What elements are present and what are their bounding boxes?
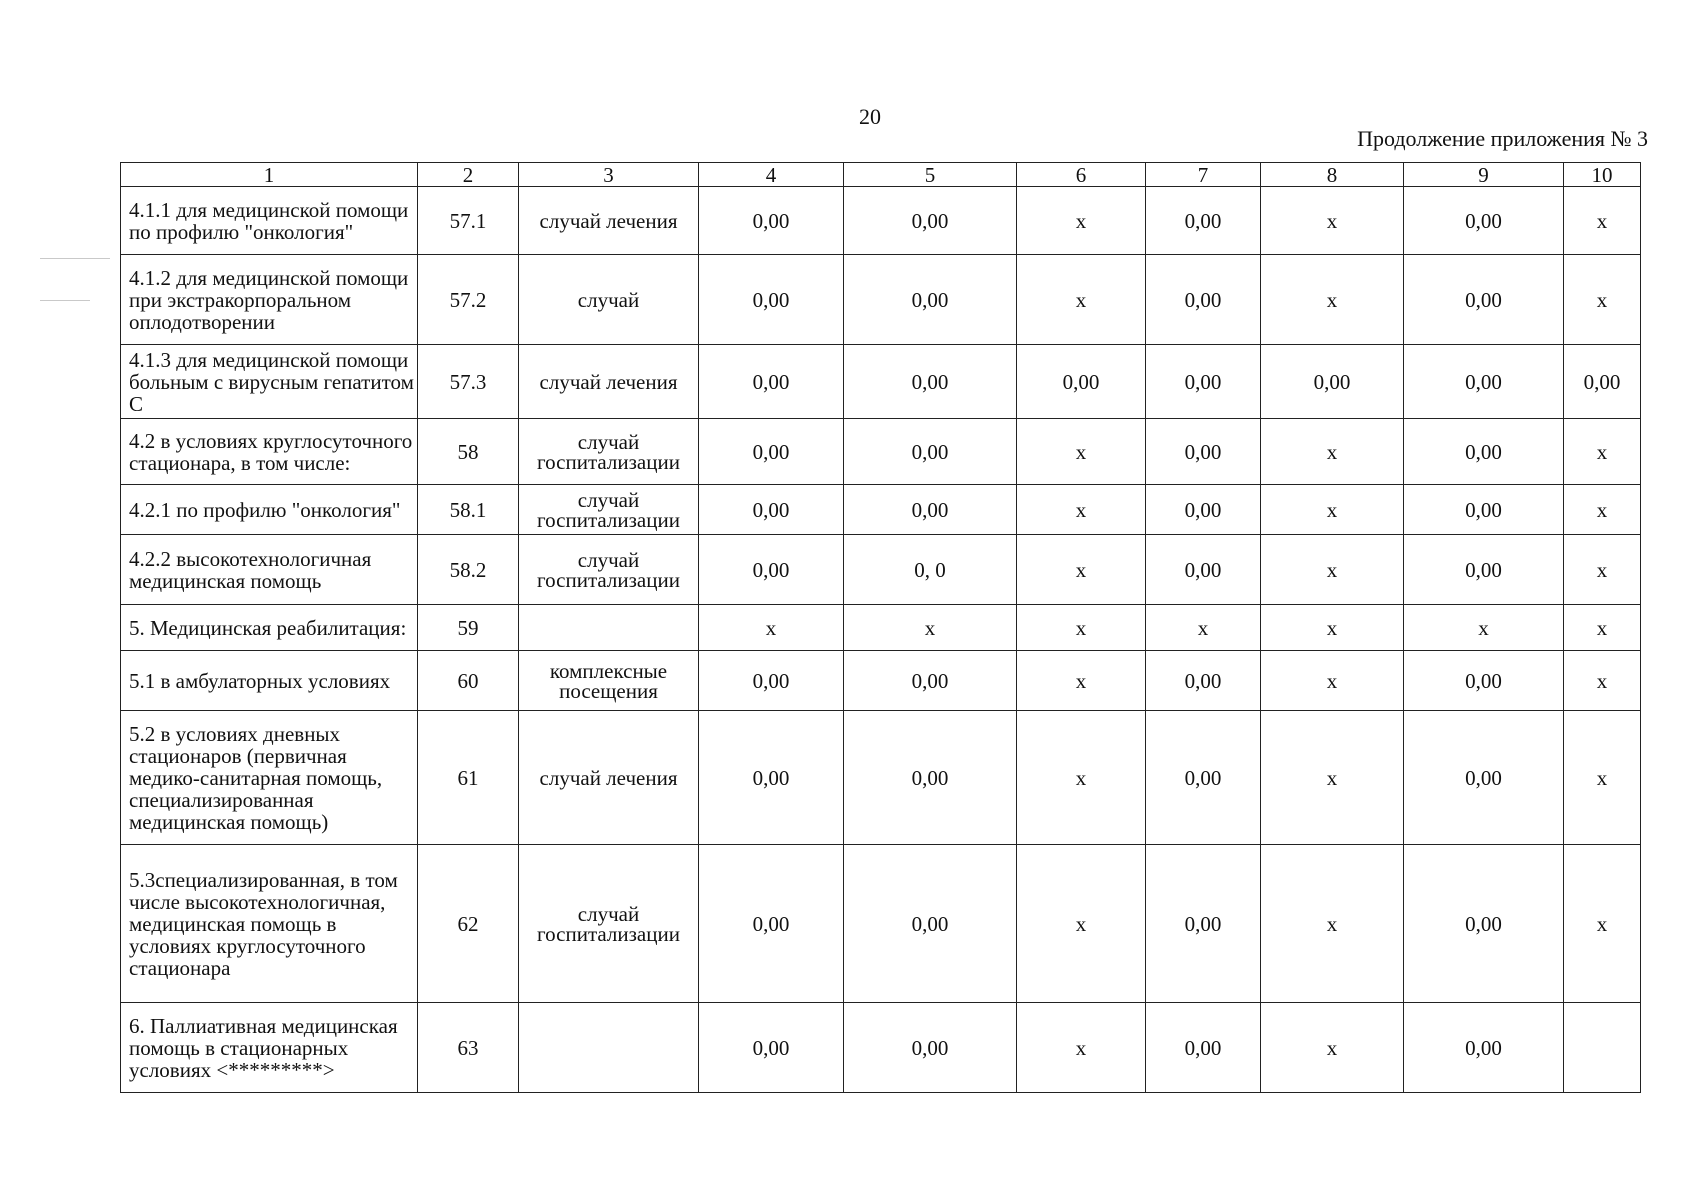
value-cell: 0,00 (1146, 845, 1261, 1003)
appendix-continuation-note: Продолжение приложения № 3 (1357, 126, 1648, 151)
value-cell: 0,00 (699, 711, 844, 845)
scan-mark (40, 258, 110, 259)
value-cell: 0, 0 (844, 535, 1017, 605)
value-cell: 0,00 (844, 845, 1017, 1003)
table-row (121, 535, 1641, 605)
unit-cell: случай лечения (519, 711, 699, 845)
value-cell: х (1146, 605, 1261, 651)
value-cell: 0,00 (1404, 845, 1564, 1003)
value-cell: х (1261, 485, 1404, 535)
table-row (121, 187, 1641, 255)
value-cell: х (1564, 255, 1641, 345)
column-header: 7 (1146, 163, 1261, 187)
unit-cell (519, 605, 699, 651)
value-cell: х (1564, 845, 1641, 1003)
value-cell: 0,00 (699, 845, 844, 1003)
column-header: 9 (1404, 163, 1564, 187)
row-name-cell: 4.1.1 для медицинской помощи по профилю "онкология" (121, 187, 418, 255)
row-name-cell: 4.2.2 высокотехнологичная медицинская помощь (121, 535, 418, 605)
value-cell: х (1564, 605, 1641, 651)
table-row (121, 345, 1641, 419)
value-cell: 0,00 (844, 419, 1017, 485)
value-cell: х (1017, 535, 1146, 605)
row-name-cell: 4.2 в условиях круглосуточного стационара, в том числе: (121, 419, 418, 485)
value-cell: х (1404, 605, 1564, 651)
row-code-cell: 57.2 (418, 255, 519, 345)
value-cell: 0,00 (699, 1003, 844, 1093)
value-cell: 0,00 (1146, 711, 1261, 845)
value-cell: х (1261, 651, 1404, 711)
column-header: 4 (699, 163, 844, 187)
table-row (121, 485, 1641, 535)
unit-cell: случай госпитализации (519, 485, 699, 535)
row-code-cell: 57.1 (418, 187, 519, 255)
row-code-cell: 62 (418, 845, 519, 1003)
row-name-cell: 4.2.1 по профилю "онкология" (121, 485, 418, 535)
column-header: 1 (121, 163, 418, 187)
value-cell: 0,00 (1261, 345, 1404, 419)
value-cell: 0,00 (1404, 1003, 1564, 1093)
value-cell: х (1564, 485, 1641, 535)
value-cell: 0,00 (1146, 187, 1261, 255)
unit-cell: комплексные посещения (519, 651, 699, 711)
value-cell: х (1564, 651, 1641, 711)
row-code-cell: 57.3 (418, 345, 519, 419)
value-cell: х (1261, 187, 1404, 255)
row-name-cell: 5.3специализированная, в том числе высокотехнологичная, медицинская помощь в условиях круглосуточного стационара (121, 845, 418, 1003)
unit-cell: случай госпитализации (519, 535, 699, 605)
value-cell: х (1017, 651, 1146, 711)
column-number-row (121, 163, 1641, 187)
value-cell: 0,00 (1564, 345, 1641, 419)
column-header: 5 (844, 163, 1017, 187)
value-cell: 0,00 (1146, 345, 1261, 419)
value-cell: 0,00 (1146, 651, 1261, 711)
value-cell: 0,00 (844, 485, 1017, 535)
value-cell: 0,00 (1404, 187, 1564, 255)
value-cell: 0,00 (1404, 651, 1564, 711)
value-cell: х (1017, 711, 1146, 845)
unit-cell: случай лечения (519, 187, 699, 255)
value-cell: х (1017, 605, 1146, 651)
value-cell: 0,00 (1404, 711, 1564, 845)
row-name-cell: 5.2 в условиях дневных стационаров (первичная медико-санитарная помощь, специализированная медицинская помощь) (121, 711, 418, 845)
value-cell: 0,00 (1404, 485, 1564, 535)
value-cell: 0,00 (699, 651, 844, 711)
table-row (121, 1003, 1641, 1093)
value-cell: х (1017, 255, 1146, 345)
column-header: 2 (418, 163, 519, 187)
unit-cell (519, 1003, 699, 1093)
value-cell: 0,00 (1146, 255, 1261, 345)
value-cell: 0,00 (1404, 255, 1564, 345)
row-name-cell: 5.1 в амбулаторных условиях (121, 651, 418, 711)
table-row (121, 651, 1641, 711)
value-cell: х (1564, 187, 1641, 255)
value-cell: х (1017, 187, 1146, 255)
value-cell: х (1017, 485, 1146, 535)
value-cell: 0,00 (844, 255, 1017, 345)
value-cell: 0,00 (844, 711, 1017, 845)
row-name-cell: 4.1.2 для медицинской помощи при экстракорпоральном оплодотворении (121, 255, 418, 345)
value-cell: х (1564, 419, 1641, 485)
row-code-cell: 60 (418, 651, 519, 711)
scan-mark (40, 300, 90, 301)
value-cell: 0,00 (699, 535, 844, 605)
value-cell: 0,00 (1404, 535, 1564, 605)
column-header: 8 (1261, 163, 1404, 187)
value-cell: х (1261, 845, 1404, 1003)
value-cell: 0,00 (1146, 1003, 1261, 1093)
value-cell: 0,00 (699, 345, 844, 419)
value-cell: х (1261, 419, 1404, 485)
row-name-cell: 4.1.3 для медицинской помощи больным с вирусным гепатитом С (121, 345, 418, 419)
value-cell: 0,00 (1146, 535, 1261, 605)
appendix-table (120, 162, 1641, 1093)
value-cell: х (1017, 845, 1146, 1003)
value-cell: 0,00 (844, 1003, 1017, 1093)
row-code-cell: 58.2 (418, 535, 519, 605)
value-cell: х (844, 605, 1017, 651)
value-cell: х (699, 605, 844, 651)
value-cell: 0,00 (699, 187, 844, 255)
value-cell: 0,00 (1404, 345, 1564, 419)
value-cell: х (1261, 711, 1404, 845)
table-row (121, 845, 1641, 1003)
row-code-cell: 63 (418, 1003, 519, 1093)
column-header: 3 (519, 163, 699, 187)
row-name-cell: 5. Медицинская реабилитация: (121, 605, 418, 651)
unit-cell: случай (519, 255, 699, 345)
row-code-cell: 58.1 (418, 485, 519, 535)
value-cell (1564, 1003, 1641, 1093)
value-cell: х (1261, 1003, 1404, 1093)
column-header: 6 (1017, 163, 1146, 187)
table-row (121, 711, 1641, 845)
value-cell: х (1564, 711, 1641, 845)
value-cell: 0,00 (699, 255, 844, 345)
column-header: 10 (1564, 163, 1641, 187)
value-cell: х (1261, 605, 1404, 651)
value-cell: 0,00 (1146, 419, 1261, 485)
value-cell: х (1017, 1003, 1146, 1093)
table-row (121, 255, 1641, 345)
value-cell: х (1261, 255, 1404, 345)
table-row (121, 605, 1641, 651)
page-number: 20 (859, 104, 881, 129)
unit-cell: случай госпитализации (519, 419, 699, 485)
value-cell: 0,00 (1017, 345, 1146, 419)
value-cell: 0,00 (699, 419, 844, 485)
value-cell: 0,00 (1404, 419, 1564, 485)
value-cell: 0,00 (1146, 485, 1261, 535)
value-cell: х (1017, 419, 1146, 485)
row-name-cell: 6. Паллиативная медицинская помощь в стационарных условиях <*********> (121, 1003, 418, 1093)
table-row (121, 419, 1641, 485)
row-code-cell: 61 (418, 711, 519, 845)
value-cell: 0,00 (844, 345, 1017, 419)
row-code-cell: 59 (418, 605, 519, 651)
row-code-cell: 58 (418, 419, 519, 485)
value-cell: 0,00 (699, 485, 844, 535)
unit-cell: случай госпитализации (519, 845, 699, 1003)
value-cell: 0,00 (844, 651, 1017, 711)
value-cell: х (1261, 535, 1404, 605)
value-cell: 0,00 (844, 187, 1017, 255)
value-cell: х (1564, 535, 1641, 605)
unit-cell: случай лечения (519, 345, 699, 419)
